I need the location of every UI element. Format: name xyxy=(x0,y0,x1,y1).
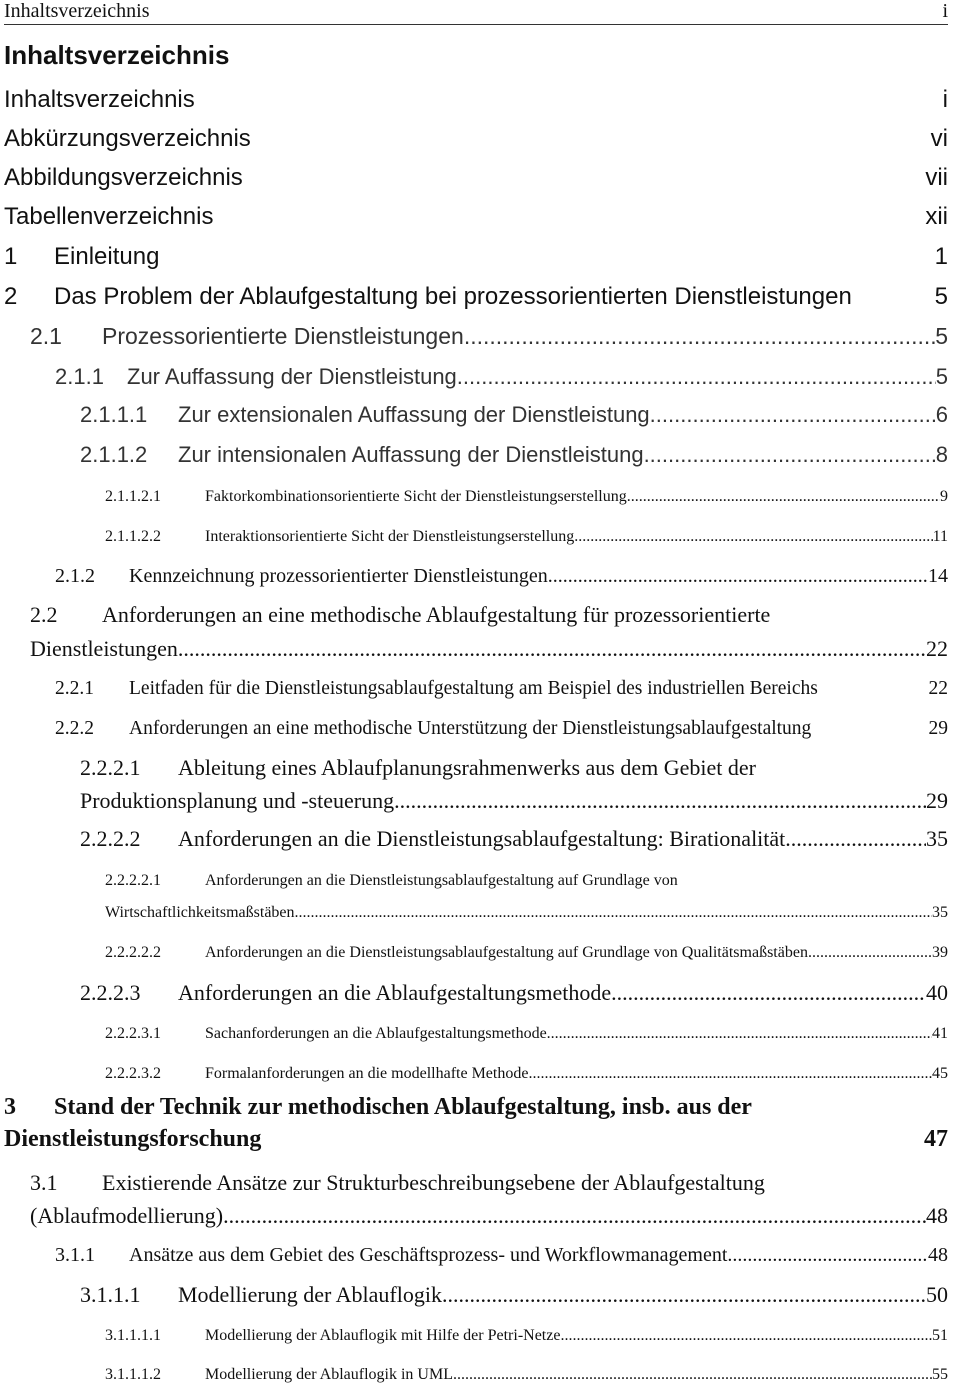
toc-number: 3.1.1.1.2 xyxy=(105,1366,161,1383)
toc-label: Sachanforderungen an die Ablaufgestaltungsmethode xyxy=(205,1025,547,1042)
toc-label: Tabellenverzeichnis xyxy=(4,203,214,230)
toc-label-line1: Anforderungen an die Dienstleistungsablaufgestaltung auf Grundlage von xyxy=(205,872,678,889)
toc-leader xyxy=(547,1025,932,1043)
toc-label-line1: Existierende Ansätze zur Strukturbeschreibungsebene der Ablaufgestaltung xyxy=(102,1170,765,1195)
toc-label-line2: (Ablaufmodellierung) xyxy=(30,1203,224,1228)
toc-entry-2-2[interactable] xyxy=(30,602,948,662)
toc-leader xyxy=(457,1366,932,1384)
toc-number: 2.2.2.3 xyxy=(80,980,141,1005)
toc-entry-2-1[interactable] xyxy=(30,323,948,350)
toc-entry-3-1-1[interactable] xyxy=(55,1244,948,1267)
toc-leader xyxy=(394,788,926,814)
toc-entry-2-2-2-3-1[interactable] xyxy=(105,1025,948,1043)
toc-label: Zur extensionalen Auffassung der Dienstleistung xyxy=(178,402,650,427)
toc-leader xyxy=(727,1244,928,1267)
toc-label-line1: Ableitung eines Ablaufplanungsrahmenwerks aus dem Gebiet der xyxy=(178,755,756,780)
toc-entry-2-2-1[interactable] xyxy=(55,678,948,700)
toc-entry-2-2-2-3[interactable] xyxy=(80,980,948,1006)
toc-leader xyxy=(442,1282,926,1308)
toc-leader xyxy=(457,364,936,390)
toc-page: 50 xyxy=(926,1282,948,1307)
page-header xyxy=(4,0,948,25)
toc-label: Modellierung der Ablauflogik xyxy=(178,1282,442,1307)
toc-entry-2-2-2-2-1[interactable] xyxy=(105,872,948,922)
toc-entry-abbildungsverzeichnis[interactable] xyxy=(4,164,948,192)
toc-leader xyxy=(627,488,940,506)
toc-label: Anforderungen an die Dienstleistungsablaufgestaltung: Birationalität xyxy=(178,826,786,851)
toc-label: Anforderungen an die Ablaufgestaltungsmethode xyxy=(178,980,612,1005)
toc-number: 3.1.1.1.1 xyxy=(105,1327,161,1344)
toc-leader xyxy=(808,944,932,962)
toc-page: vii xyxy=(925,164,948,191)
toc-entry-inhaltsverzeichnis[interactable] xyxy=(4,86,948,114)
toc-label: Anforderungen an die Dienstleistungsablaufgestaltung auf Grundlage von Qualitätsmaßstäben xyxy=(205,944,808,961)
toc-page: 22 xyxy=(926,636,948,661)
toc-label: Abkürzungsverzeichnis xyxy=(4,125,251,152)
toc-page: 47 xyxy=(924,1126,948,1152)
toc-entry-2-2-2-2[interactable] xyxy=(80,826,948,852)
toc-entry-2-1-1-2[interactable] xyxy=(80,442,948,468)
toc-page: 55 xyxy=(932,1366,948,1383)
toc-entry-3-1-1-1-1[interactable] xyxy=(105,1327,948,1345)
toc-entry-chapter-3[interactable] xyxy=(4,1094,948,1153)
toc-page: 35 xyxy=(926,826,948,851)
toc-number: 1 xyxy=(4,243,18,270)
toc-page: i xyxy=(942,86,948,113)
toc-label: Das Problem der Ablaufgestaltung bei prozessorientierten Dienstleistungen xyxy=(54,283,852,310)
toc-entry-3-1[interactable] xyxy=(30,1170,948,1229)
toc-entry-2-2-2-2-2[interactable] xyxy=(105,944,948,962)
toc-number: 2.2.2 xyxy=(55,718,94,739)
toc-page: 22 xyxy=(928,678,948,699)
toc-label: Kennzeichnung prozessorientierter Dienstleistungen xyxy=(129,565,548,587)
toc-label: Prozessorientierte Dienstleistungen xyxy=(102,323,464,349)
toc-page: 48 xyxy=(928,1244,948,1266)
toc-page: 41 xyxy=(932,1025,948,1042)
toc-page: xii xyxy=(925,203,948,230)
toc-label: Zur Auffassung der Dienstleistung xyxy=(127,364,457,389)
toc-page: 5 xyxy=(935,323,948,349)
toc-entry-chapter-1[interactable] xyxy=(4,243,948,271)
toc-leader xyxy=(464,323,935,350)
toc-label: Inhaltsverzeichnis xyxy=(4,86,195,113)
toc-number: 3.1.1 xyxy=(55,1244,95,1266)
toc-page: 11 xyxy=(932,528,948,545)
toc-leader xyxy=(223,1203,926,1229)
toc-number: 2.2.1 xyxy=(55,678,94,699)
toc-entry-tabellenverzeichnis[interactable] xyxy=(4,203,948,231)
toc-label: Formalanforderungen an die modellhafte Methode xyxy=(205,1065,529,1082)
toc-number: 2.1.1.2 xyxy=(80,442,148,467)
toc-leader xyxy=(560,1327,932,1345)
toc-leader xyxy=(528,1065,932,1083)
toc-label: Modellierung der Ablauflogik mit Hilfe der Petri-Netze xyxy=(205,1327,561,1344)
toc-entry-abkuerzungsverzeichnis[interactable] xyxy=(4,125,948,153)
toc-label: Interaktionsorientierte Sicht der Dienstleistungserstellung xyxy=(205,528,575,545)
toc-entry-2-1-1-2-1[interactable] xyxy=(105,488,948,506)
toc-leader xyxy=(178,636,926,662)
toc-label: Einleitung xyxy=(54,243,160,270)
toc-page: 45 xyxy=(932,1065,948,1082)
toc-number: 2.2 xyxy=(30,602,58,627)
toc-number: 2.2.2.2.2 xyxy=(105,944,161,961)
toc-page: 51 xyxy=(932,1327,948,1344)
header-title: Inhaltsverzeichnis xyxy=(4,0,150,22)
page-title: Inhaltsverzeichnis xyxy=(4,40,230,70)
toc-entry-2-1-1-2-2[interactable] xyxy=(105,528,948,546)
toc-leader xyxy=(650,402,936,428)
toc-label-line2: Dienstleistungsforschung xyxy=(4,1126,262,1152)
toc-leader xyxy=(785,826,926,852)
toc-number: 2.1.2 xyxy=(55,565,95,587)
toc-entry-2-1-1[interactable] xyxy=(55,364,948,390)
toc-number: 2.1.1 xyxy=(55,364,104,389)
toc-page: 9 xyxy=(940,488,948,505)
toc-page: vi xyxy=(930,125,948,152)
toc-page: 1 xyxy=(934,243,948,270)
toc-number: 3 xyxy=(4,1094,16,1120)
toc-entry-2-2-2-3-2[interactable] xyxy=(105,1065,948,1083)
toc-label-line2: Produktionsplanung und -steuerung xyxy=(80,788,395,813)
toc-label: Zur intensionalen Auffassung der Dienstleistung xyxy=(178,442,644,467)
toc-page: 29 xyxy=(926,788,948,813)
toc-number: 2.1 xyxy=(30,323,62,349)
toc-label-line2: Wirtschaftlichkeitsmaßstäben xyxy=(105,904,295,921)
toc-label: Abbildungsverzeichnis xyxy=(4,164,243,191)
toc-page: 40 xyxy=(926,980,948,1005)
toc-number: 2.1.1.1 xyxy=(80,402,148,427)
toc-page: 5 xyxy=(935,364,948,389)
toc-number: 2.1.1.2.1 xyxy=(105,488,161,505)
toc-number: 3.1.1.1 xyxy=(80,1282,141,1307)
toc-entry-2-2-2[interactable] xyxy=(55,718,948,740)
toc-page: 35 xyxy=(932,904,948,921)
header-page-number: i xyxy=(942,0,948,22)
toc-page: 48 xyxy=(926,1203,948,1228)
toc-label: Modellierung der Ablauflogik in UML. xyxy=(205,1366,457,1383)
toc-page: 5 xyxy=(934,283,948,310)
toc-number: 2.2.2.1 xyxy=(80,755,141,780)
toc-page: 29 xyxy=(928,718,948,739)
toc-page: 14 xyxy=(928,565,948,587)
toc-label-line1: Stand der Technik zur methodischen Ablaufgestaltung, insb. aus der xyxy=(54,1094,752,1120)
toc-number: 2.1.1.2.2 xyxy=(105,528,161,545)
toc-number: 2.2.2.2 xyxy=(80,826,141,851)
toc-label-line1: Anforderungen an eine methodische Ablaufgestaltung für prozessorientierte xyxy=(102,602,771,627)
toc-label: Leitfaden für die Dienstleistungsablaufgestaltung am Beispiel des industriellen Bereichs xyxy=(129,678,818,699)
toc-number: 2 xyxy=(4,283,18,310)
toc-entry-3-1-1-1[interactable] xyxy=(80,1282,948,1308)
toc-label: Anforderungen an eine methodische Unterstützung der Dienstleistungsablaufgestaltung xyxy=(129,718,812,739)
toc-number: 2.2.2.2.1 xyxy=(105,872,161,889)
toc-entry-chapter-2[interactable] xyxy=(4,283,948,311)
toc-label: Faktorkombinationsorientierte Sicht der Dienstleistungserstellung xyxy=(205,488,627,505)
toc-leader xyxy=(548,565,928,588)
toc-label: Ansätze aus dem Gebiet des Geschäftsprozess- und Workflowmanagement xyxy=(129,1244,728,1266)
toc-entry-2-1-1-1[interactable] xyxy=(80,402,948,428)
toc-label-line2: Dienstleistungen xyxy=(30,636,178,661)
toc-leader xyxy=(574,528,932,546)
toc-entry-2-1-2[interactable] xyxy=(55,565,948,588)
toc-number: 3.1 xyxy=(30,1170,58,1195)
toc-number: 2.2.2.3.2 xyxy=(105,1065,161,1082)
toc-leader xyxy=(295,904,932,922)
toc-entry-3-1-1-1-2[interactable] xyxy=(105,1366,948,1384)
toc-leader xyxy=(644,442,936,468)
toc-leader xyxy=(611,980,926,1006)
toc-page: 6 xyxy=(935,402,948,427)
toc-number: 2.2.2.3.1 xyxy=(105,1025,161,1042)
toc-entry-2-2-2-1[interactable] xyxy=(80,755,948,814)
toc-page: 8 xyxy=(935,442,948,467)
toc-page: 39 xyxy=(932,944,948,961)
